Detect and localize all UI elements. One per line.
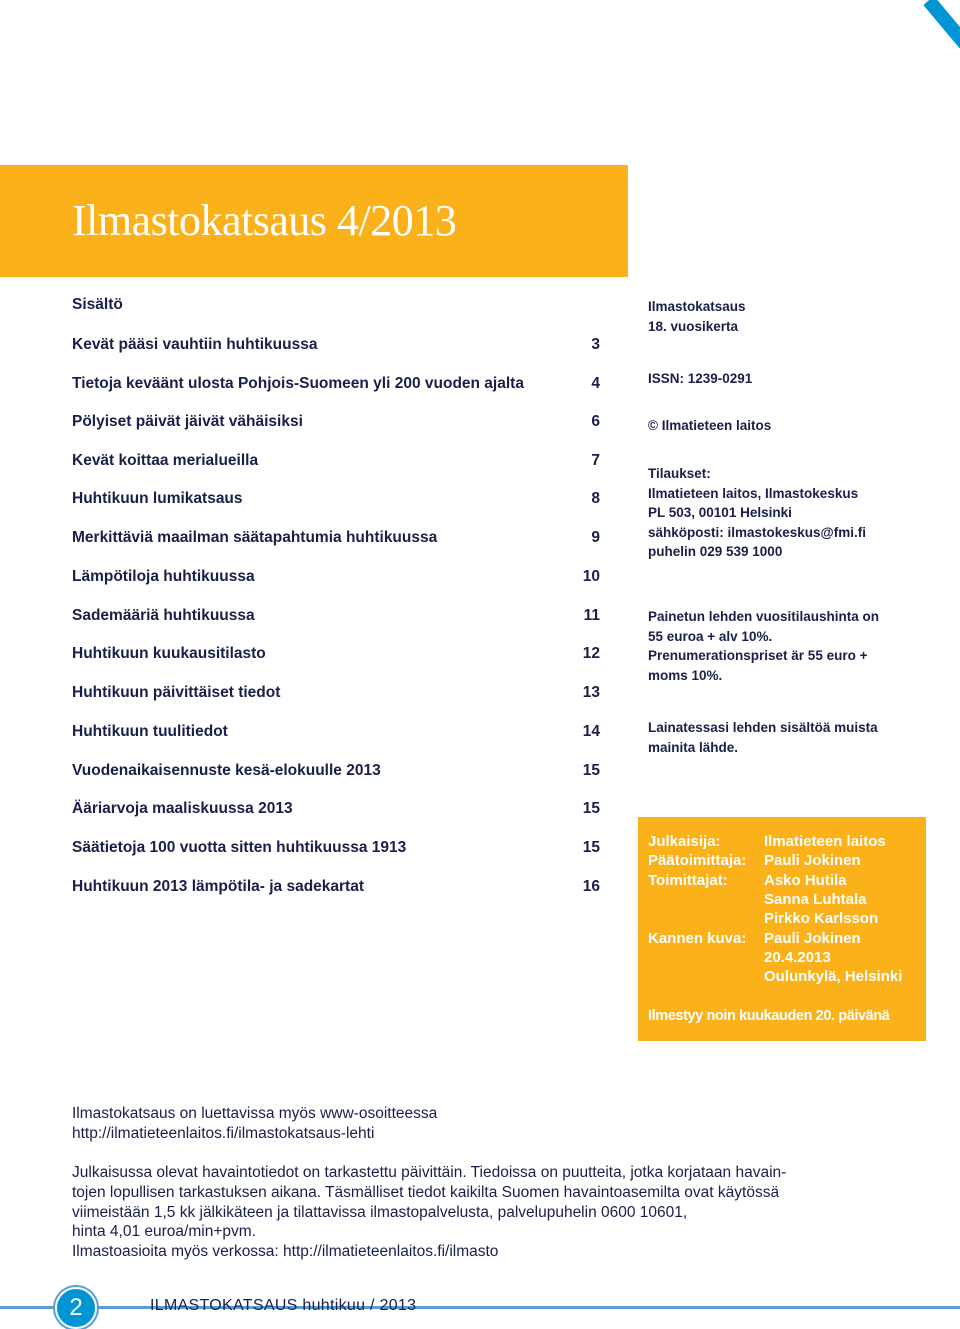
publication-name: Ilmastokatsaus bbox=[648, 299, 746, 314]
web-notice-link[interactable]: http://ilmatieteenlaitos.fi/ilmastokatsaus-lehti bbox=[72, 1124, 375, 1142]
page-number-badge: 2 bbox=[55, 1287, 97, 1329]
orders-block bbox=[648, 464, 938, 562]
toc-item-title: Pölyiset päivät jäivät vähäisiksi bbox=[72, 413, 303, 430]
citation-line: mainita lähde. bbox=[648, 739, 739, 755]
toc-item[interactable] bbox=[72, 490, 600, 512]
toc-item-page: 14 bbox=[582, 723, 600, 740]
toc-item-page: 15 bbox=[582, 800, 600, 817]
web-notice bbox=[72, 1104, 932, 1144]
toc-item-page: 15 bbox=[582, 839, 600, 856]
data-notice-line: viimeistään 1,5 kk jälkikäteen ja tilattavissa ilmastopalvelusta, palvelupuhelin 0600 10601, bbox=[72, 1203, 688, 1221]
publisher-box bbox=[638, 817, 926, 1041]
cover-value: Pauli Jokinen bbox=[764, 930, 861, 947]
toc-item[interactable] bbox=[72, 800, 600, 822]
toc-item-title: Kevät koittaa merialueilla bbox=[72, 452, 259, 469]
orders-address: PL 503, 00101 Helsinki bbox=[648, 505, 792, 521]
editors-label: Toimittajat: bbox=[648, 872, 728, 889]
publication-edition: 18. vuosikerta bbox=[648, 318, 739, 334]
citation-block bbox=[648, 718, 938, 757]
toc-item-title: Huhtikuun päivittäiset tiedot bbox=[72, 684, 281, 701]
toc-item-title: Merkittäviä maailman säätapahtumia huhtikuussa bbox=[72, 529, 438, 546]
web-notice-line: Ilmastokatsaus on luettavissa myös www-osoitteessa bbox=[72, 1105, 438, 1122]
publication-info bbox=[648, 297, 938, 336]
toc-item-title: Vuodenaikaisennuste kesä-elokuulle 2013 bbox=[72, 762, 381, 779]
data-notice-line: hinta 4,01 euroa/min+pvm. bbox=[72, 1223, 256, 1241]
editors-value: Sanna Luhtala bbox=[764, 891, 867, 908]
toc-item-page: 13 bbox=[582, 684, 600, 701]
orders-phone: puhelin 029 539 1000 bbox=[648, 544, 783, 560]
toc-item-title: Huhtikuun tuulitiedot bbox=[72, 723, 228, 740]
toc-item[interactable] bbox=[72, 452, 600, 474]
toc-item-page: 11 bbox=[583, 607, 600, 624]
toc-item-page: 7 bbox=[591, 452, 600, 469]
toc-item-title: Ääriarvoja maaliskuussa 2013 bbox=[72, 800, 293, 817]
price-fi-line: 55 euroa + alv 10%. bbox=[648, 628, 773, 644]
cover-value: Oulunkylä, Helsinki bbox=[764, 968, 903, 985]
price-sv-line: Prenumerationspriset är 55 euro + bbox=[648, 648, 868, 664]
data-notice-line: Julkaisussa olevat havaintotiedot on tarkastettu päivittäin. Tiedoissa on puutteita, jotka korjataan havain- bbox=[72, 1164, 787, 1181]
copyright: © Ilmatieteen laitos bbox=[648, 418, 772, 433]
toc-item-page: 6 bbox=[591, 413, 600, 430]
toc-item-page: 3 bbox=[591, 336, 600, 353]
issn: ISSN: 1239-0291 bbox=[648, 371, 753, 386]
editor-in-chief-value: Pauli Jokinen bbox=[764, 852, 861, 869]
toc-item[interactable] bbox=[72, 645, 600, 667]
toc-item-title: Sademääriä huhtikuussa bbox=[72, 607, 255, 624]
toc-item-page: 4 bbox=[591, 375, 600, 392]
cover-value: 20.4.2013 bbox=[764, 949, 831, 966]
toc-item[interactable] bbox=[72, 607, 600, 629]
toc-item-page: 16 bbox=[582, 878, 600, 895]
editors-value: Pirkko Karlsson bbox=[764, 910, 879, 927]
editor-in-chief-label: Päätoimittaja: bbox=[648, 852, 747, 869]
copyright-block bbox=[648, 416, 938, 436]
publisher-label: Julkaisija: bbox=[648, 833, 721, 850]
toc-item[interactable] bbox=[72, 413, 600, 435]
price-sv-line: moms 10%. bbox=[648, 667, 723, 683]
toc-item-title: Huhtikuun kuukausitilasto bbox=[72, 645, 266, 662]
data-notice-link-line[interactable]: Ilmastoasioita myös verkossa: http://ilmatieteenlaitos.fi/ilmasto bbox=[72, 1243, 499, 1261]
toc-item-page: 8 bbox=[591, 490, 600, 507]
publisher-value: Ilmatieteen laitos bbox=[764, 833, 886, 850]
toc-item-title: Huhtikuun lumikatsaus bbox=[72, 490, 243, 507]
toc-item-page: 10 bbox=[582, 568, 600, 585]
page-title: Ilmastokatsaus 4/2013 bbox=[72, 196, 457, 245]
data-notice-line: tojen lopullisen tarkastuksen aikana. Täsmälliset tiedot kaikilta Suomen havaintoasemilta ovat käytössä bbox=[72, 1183, 780, 1201]
orders-label: Tilaukset: bbox=[648, 466, 711, 481]
cover-label: Kannen kuva: bbox=[648, 930, 747, 947]
footer-text: ILMASTOKATSAUS huhtikuu / 2013 bbox=[150, 1297, 417, 1314]
toc-item-title: Tietoja keväänt ulosta Pohjois-Suomeen yli 200 vuoden ajalta bbox=[72, 375, 524, 392]
citation-line: Lainatessasi lehden sisältöä muista bbox=[648, 720, 878, 735]
toc-heading: Sisältö bbox=[72, 296, 123, 313]
toc-item[interactable] bbox=[72, 839, 600, 861]
toc-item-page: 15 bbox=[582, 762, 600, 779]
price-fi-line: Painetun lehden vuositilaushinta on bbox=[648, 609, 880, 624]
orders-org: Ilmatieteen laitos, Ilmastokeskus bbox=[648, 485, 859, 501]
toc-item-title: Huhtikuun 2013 lämpötila- ja sadekartat bbox=[72, 878, 365, 895]
price-block bbox=[648, 607, 938, 685]
toc-item[interactable] bbox=[72, 529, 600, 551]
toc-item[interactable] bbox=[72, 878, 600, 900]
issn-block bbox=[648, 369, 938, 389]
toc-item[interactable] bbox=[72, 723, 600, 745]
orders-email[interactable]: sähköposti: ilmastokeskus@fmi.fi bbox=[648, 524, 866, 540]
toc-item-page: 12 bbox=[582, 645, 600, 662]
publication-schedule: Ilmestyy noin kuukauden 20. päivänä bbox=[648, 1008, 890, 1024]
title-band bbox=[0, 165, 628, 277]
toc-item[interactable] bbox=[72, 375, 600, 397]
toc-item[interactable] bbox=[72, 684, 600, 706]
toc-item-page: 9 bbox=[591, 529, 600, 546]
toc-item-title: Säätietoja 100 vuotta sitten huhtikuussa 1913 bbox=[72, 839, 407, 856]
corner-decoration bbox=[924, 0, 960, 48]
data-notice bbox=[72, 1163, 932, 1262]
toc-item-title: Kevät pääsi vauhtiin huhtikuussa bbox=[72, 336, 318, 353]
toc-item[interactable] bbox=[72, 336, 600, 358]
toc-item[interactable] bbox=[72, 568, 600, 590]
toc-item[interactable] bbox=[72, 762, 600, 784]
footer-divider bbox=[0, 1306, 960, 1309]
toc-item-title: Lämpötiloja huhtikuussa bbox=[72, 568, 255, 585]
editors-value: Asko Hutila bbox=[764, 872, 847, 889]
